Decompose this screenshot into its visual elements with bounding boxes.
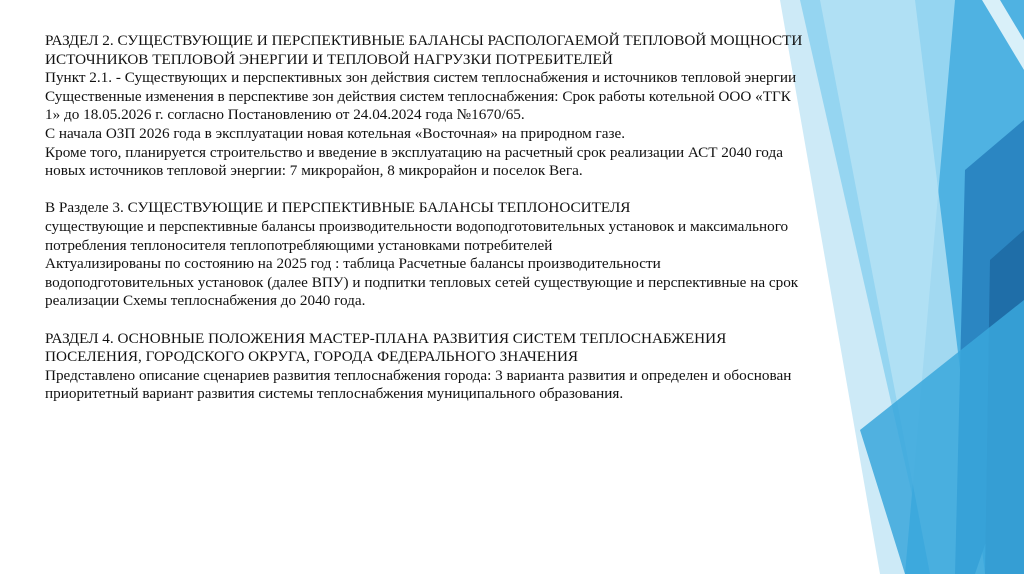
section-3-body-line: существующие и перспективные балансы производительности водоподготовительных установок и максимального bbox=[45, 217, 789, 235]
section-2-body-line: Существенные изменения в перспективе зон действия систем теплоснабжения: Срок работы котельной ООО «ТГК bbox=[45, 87, 791, 105]
section-2-heading bbox=[45, 32, 905, 69]
slide-text-body bbox=[45, 32, 905, 404]
section-2-body bbox=[45, 69, 905, 181]
section-4-heading-line: РАЗДЕЛ 4. ОСНОВНЫЕ ПОЛОЖЕНИЯ МАСТЕР-ПЛАНА РАЗВИТИЯ СИСТЕМ ТЕПЛОСНАБЖЕНИЯ bbox=[45, 329, 727, 347]
section-2-heading-line: РАЗДЕЛ 2. СУЩЕСТВУЮЩИЕ И ПЕРСПЕКТИВНЫЕ БАЛАНСЫ РАСПОЛОГАЕМОЙ ТЕПЛОВОЙ МОЩНОСТИ bbox=[45, 32, 803, 49]
section-4-body bbox=[45, 367, 905, 404]
section-2-body-line: Пункт 2.1. - Существующих и перспективных зон действия систем теплоснабжения и источников тепловой энергии bbox=[45, 69, 797, 87]
section-2-body-line: С начала ОЗП 2026 года в эксплуатации новая котельная «Восточная» на природном газе. bbox=[45, 124, 626, 142]
section-4-heading bbox=[45, 330, 905, 367]
section-2-body-line: 1» до 18.05.2026 г. согласно Постановлению от 24.04.2024 года №1670/65. bbox=[45, 106, 525, 124]
section-3-heading bbox=[45, 199, 905, 218]
section-2-body-line: Кроме того, планируется строительство и введение в эксплуатацию на расчетный срок реализации АСТ 2040 года bbox=[45, 143, 783, 161]
section-4-heading-line: ПОСЕЛЕНИЯ, ГОРОДСКОГО ОКРУГА, ГОРОДА ФЕДЕРАЛЬНОГО ЗНАЧЕНИЯ bbox=[45, 348, 579, 366]
section-3-body-line: водоподготовительных установок (далее ВПУ) и подпитки тепловых сетей существующие и перспективные на срок bbox=[45, 273, 799, 291]
section-4-body-line: приоритетный вариант развития системы теплоснабжения муниципального образования. bbox=[45, 385, 624, 403]
paragraph-spacer bbox=[45, 181, 905, 200]
section-3-body-line: потребления теплоносителя теплопотребляющими установками потребителей bbox=[45, 236, 553, 254]
paragraph-spacer bbox=[45, 311, 905, 330]
section-3-body-line: Актуализированы по состоянию на 2025 год : таблица Расчетные балансы производительности bbox=[45, 255, 661, 273]
section-3-body bbox=[45, 218, 905, 311]
section-4-body-line: Представлено описание сценариев развития теплоснабжения города: 3 варианта развития и определен и обоснован bbox=[45, 366, 792, 384]
section-3-body-line: реализации Схемы теплоснабжения до 2040 года. bbox=[45, 292, 366, 310]
section-2-heading-line: ИСТОЧНИКОВ ТЕПЛОВОЙ ЭНЕРГИИ И ТЕПЛОВОЙ НАГРУЗКИ ПОТРЕБИТЕЛЕЙ bbox=[45, 50, 613, 68]
section-2-body-line: новых источников тепловой энергии: 7 микрорайон, 8 микрорайон и поселок Вега. bbox=[45, 162, 583, 180]
section-3-heading-line: В Разделе 3. СУЩЕСТВУЮЩИЕ И ПЕРСПЕКТИВНЫЕ БАЛАНСЫ ТЕПЛОНОСИТЕЛЯ bbox=[45, 199, 631, 217]
